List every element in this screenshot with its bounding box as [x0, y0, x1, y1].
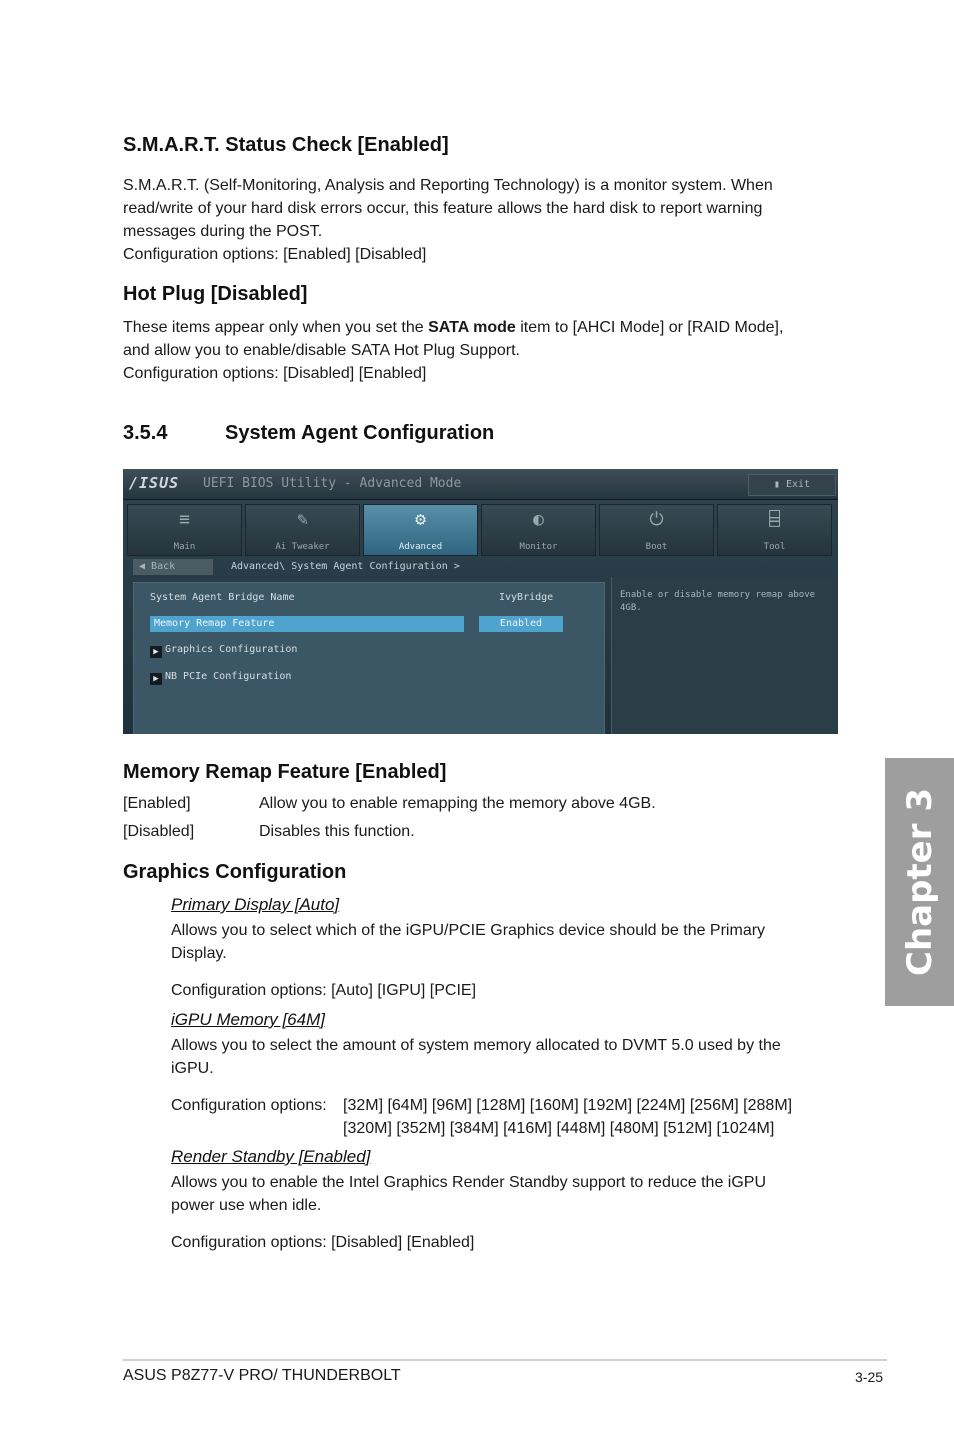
hotplug-text: item to [AHCI Mode] or [RAID Mode], — [515, 319, 784, 336]
breadcrumb: Advanced\ System Agent Configuration > — [231, 561, 460, 572]
igpu-options-line2: [320M] [352M] [384M] [416M] [448M] [480M] [512M] [1024M] — [343, 1120, 775, 1137]
footer-product-name: ASUS P8Z77-V PRO/ THUNDERBOLT — [123, 1367, 401, 1384]
bios-screenshot — [123, 469, 838, 734]
tab-label: Boot — [645, 542, 668, 552]
primary-display-options: Configuration options: [Auto] [IGPU] [PCIE] — [171, 982, 477, 999]
tab-boot[interactable] — [599, 504, 714, 556]
render-standby-options: Configuration options: [Disabled] [Enabled] — [171, 1234, 475, 1251]
asus-logo: /ISUS — [129, 474, 180, 492]
exit-button[interactable] — [748, 474, 836, 496]
submenu-arrow-icon: ▶ — [150, 673, 162, 685]
graphics-config-item[interactable] — [150, 644, 297, 658]
back-button[interactable] — [133, 559, 213, 575]
tab-monitor[interactable] — [481, 504, 596, 556]
tab-label: Ai Tweaker — [275, 542, 330, 552]
tab-main[interactable] — [127, 504, 242, 556]
smart-desc-line2: read/write of your hard disk errors occur, this feature allows the hard disk to report warning — [123, 200, 763, 217]
chapter-side-tab — [885, 758, 954, 1006]
hotplug-options: Configuration options: [Disabled] [Enabled] — [123, 365, 427, 382]
hotplug-desc-line2: and allow you to enable/disable SATA Hot Plug Support. — [123, 342, 520, 359]
help-text: Enable or disable memory remap above 4GB. — [620, 590, 816, 613]
tab-ai-tweaker[interactable] — [245, 504, 360, 556]
bridge-name-label: System Agent Bridge Name — [150, 592, 295, 603]
back-label: Back — [151, 561, 176, 572]
tab-label: Main — [173, 542, 196, 552]
primary-display-line2: Display. — [171, 945, 227, 962]
nb-pcie-config-item[interactable] — [150, 671, 291, 685]
sata-mode-term: SATA mode — [428, 319, 516, 336]
hotplug-heading: Hot Plug [Disabled] — [123, 283, 308, 305]
bios-help-pane — [611, 577, 838, 734]
igpu-options-label: Configuration options: — [171, 1097, 327, 1114]
bios-nav-bar — [127, 558, 834, 578]
tab-label: Advanced — [398, 542, 443, 552]
hotplug-text: These items appear only when you set the — [123, 319, 429, 336]
graphics-config-label: Graphics Configuration — [165, 644, 298, 655]
bios-settings-pane — [133, 582, 605, 734]
remap-desc-disabled: Disables this function. — [259, 823, 415, 840]
bios-title-bar — [123, 469, 838, 500]
section-number: 3.5.4 — [123, 422, 168, 444]
remap-heading: Memory Remap Feature [Enabled] — [123, 761, 447, 783]
bios-tab-bar — [127, 504, 834, 554]
power-icon: ⏻ — [649, 509, 664, 530]
smart-options: Configuration options: [Enabled] [Disabled] — [123, 246, 427, 263]
igpu-options-line1: [32M] [64M] [96M] [128M] [160M] [192M] [224M] [256M] [288M] — [343, 1097, 793, 1114]
tab-label: Tool — [763, 542, 786, 552]
smart-desc-line3: messages during the POST. — [123, 223, 323, 240]
igpu-memory-title: iGPU Memory [64M] — [171, 1010, 325, 1029]
render-standby-line1: Allows you to enable the Intel Graphics Render Standby support to reduce the iGPU — [171, 1174, 767, 1191]
tweaker-icon: ✎ — [297, 509, 308, 530]
tab-label: Monitor — [519, 542, 558, 552]
primary-display-title: Primary Display [Auto] — [171, 895, 340, 914]
advanced-icon: ⚙ — [415, 509, 426, 530]
smart-desc-line1: S.M.A.R.T. (Self-Monitoring, Analysis and Reporting Technology) is a monitor system. When — [123, 177, 773, 194]
memory-remap-value-button[interactable]: Enabled — [479, 616, 563, 632]
remap-option-enabled: [Enabled] — [123, 795, 191, 812]
footer-divider — [123, 1359, 887, 1361]
back-arrow-icon: ◀ — [139, 561, 152, 572]
tab-advanced[interactable] — [363, 504, 478, 556]
primary-display-line1: Allows you to select which of the iGPU/PCIE Graphics device should be the Primary — [171, 922, 766, 939]
memory-remap-label: Memory Remap Feature — [154, 618, 275, 629]
igpu-memory-line2: iGPU. — [171, 1060, 214, 1077]
nb-pcie-config-label: NB PCIe Configuration — [165, 671, 292, 682]
section-title: System Agent Configuration — [225, 422, 495, 444]
exit-label: Exit — [785, 479, 811, 490]
render-standby-title: Render Standby [Enabled] — [171, 1147, 371, 1166]
chapter-label: Chapter 3 — [899, 787, 940, 977]
exit-icon: ▮ — [773, 479, 786, 490]
remap-desc-enabled: Allow you to enable remapping the memory above 4GB. — [259, 795, 656, 812]
bios-title: UEFI BIOS Utility - Advanced Mode — [203, 476, 462, 491]
tool-icon: ⌸ — [769, 509, 780, 530]
monitor-icon: ◐ — [533, 509, 544, 530]
igpu-memory-line1: Allows you to select the amount of system memory allocated to DVMT 5.0 used by the — [171, 1037, 781, 1054]
smart-heading: S.M.A.R.T. Status Check [Enabled] — [123, 134, 449, 156]
tab-tool[interactable] — [717, 504, 832, 556]
menu-icon: ≡ — [179, 509, 190, 530]
render-standby-line2: power use when idle. — [171, 1197, 322, 1214]
remap-option-disabled: [Disabled] — [123, 823, 195, 840]
page-number: 3-25 — [855, 1369, 884, 1385]
hotplug-desc-line1 — [123, 316, 783, 339]
graphics-heading: Graphics Configuration — [123, 861, 347, 883]
bridge-name-value: IvyBridge — [499, 592, 554, 603]
submenu-arrow-icon: ▶ — [150, 646, 162, 658]
